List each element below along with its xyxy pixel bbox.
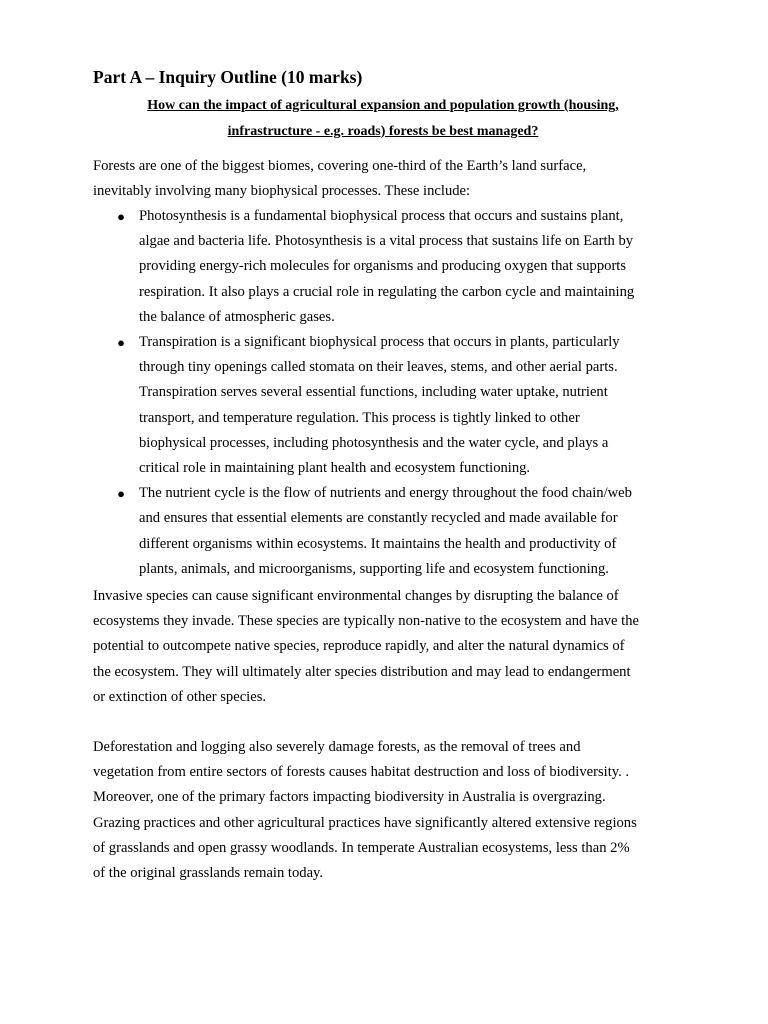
paragraph-line: potential to outcompete native species, reproduce rapidly, and alter the natural dynamics of (93, 638, 625, 655)
paragraph-line: inevitably involving many biophysical processes. These include: (93, 183, 471, 200)
list-item-line: Photosynthesis is a fundamental biophysical process that occurs and sustains plant, (139, 208, 624, 224)
paragraph-line: vegetation from entire sectors of forests causes habitat destruction and loss of biodiversity. . (93, 764, 630, 781)
inquiry-question (93, 93, 673, 144)
list-item-line: transport, and temperature regulation. This process is tightly linked to other (139, 409, 580, 426)
list-item-line: and ensures that essential elements are constantly recycled and made available for (139, 510, 618, 527)
paragraph-line: Forests are one of the biggest biomes, covering one-third of the Earth’s land surface, (93, 158, 587, 174)
paragraph-line: ecosystems they invade. These species are typically non-native to the ecosystem and have the (93, 613, 640, 630)
list-item-transpiration (93, 330, 683, 481)
part-title: Part A – Inquiry Outline (10 marks) (93, 67, 363, 87)
paragraph-line: Moreover, one of the primary factors impacting biodiversity in Australia is overgrazing. (93, 789, 606, 806)
list-item-photosynthesis (93, 204, 683, 330)
question-line: How can the impact of agricultural expansion and population growth (housing, (147, 98, 619, 113)
invasive-species-paragraph (93, 584, 683, 710)
deforestation-paragraph (93, 735, 683, 886)
list-item-nutrient-cycle (93, 481, 683, 582)
paragraph-line: Invasive species can cause significant environmental changes by disrupting the balance of (93, 588, 619, 604)
paragraph-line: the ecosystem. They will ultimately alter species distribution and may lead to endangerment (93, 663, 631, 680)
list-item-line: algae and bacteria life. Photosynthesis is a vital process that sustains life on Earth by (139, 233, 634, 250)
list-item-line: respiration. It also plays a crucial role in regulating the carbon cycle and maintaining (139, 283, 635, 300)
list-item-line: providing energy-rich molecules for organisms and producing oxygen that supports (139, 258, 627, 275)
list-item-line: critical role in maintaining plant health and ecosystem functioning. (139, 460, 531, 477)
bullet-icon: ● (117, 486, 125, 502)
list-item-line: the balance of atmospheric gases. (139, 308, 335, 325)
bullet-icon: ● (117, 209, 125, 224)
question-line: infrastructure - e.g. roads) forests be best managed? (227, 123, 539, 139)
list-item-line: Transpiration is a significant biophysical process that occurs in plants, particularly (139, 334, 620, 351)
list-item-line: biophysical processes, including photosynthesis and the water cycle, and plays a (139, 434, 609, 451)
paragraph-line: or extinction of other species. (93, 688, 267, 705)
list-item-line: Transpiration serves several essential functions, including water uptake, nutrient (139, 384, 608, 401)
paragraph-line: Deforestation and logging also severely damage forests, as the removal of trees and (93, 739, 581, 755)
intro-paragraph (93, 154, 683, 204)
list-item-line: different organisms within ecosystems. It maintains the health and productivity of (139, 535, 617, 552)
paragraph-line: of the original grasslands remain today. (93, 865, 324, 882)
bullet-icon: ● (117, 335, 125, 351)
biophysical-process-list (93, 204, 683, 582)
list-item-line: The nutrient cycle is the flow of nutrients and energy throughout the food chain/web (139, 485, 632, 502)
paragraph-line: Grazing practices and other agricultural practices have significantly altered extensive regions (93, 814, 637, 831)
list-item-line: through tiny openings called stomata on their leaves, stems, and other aerial parts. (139, 359, 618, 376)
paragraph-line: of grasslands and open grassy woodlands. In temperate Australian ecosystems, less than 2% (93, 839, 630, 856)
list-item-line: plants, animals, and microorganisms, supporting life and ecosystem functioning. (139, 560, 609, 577)
